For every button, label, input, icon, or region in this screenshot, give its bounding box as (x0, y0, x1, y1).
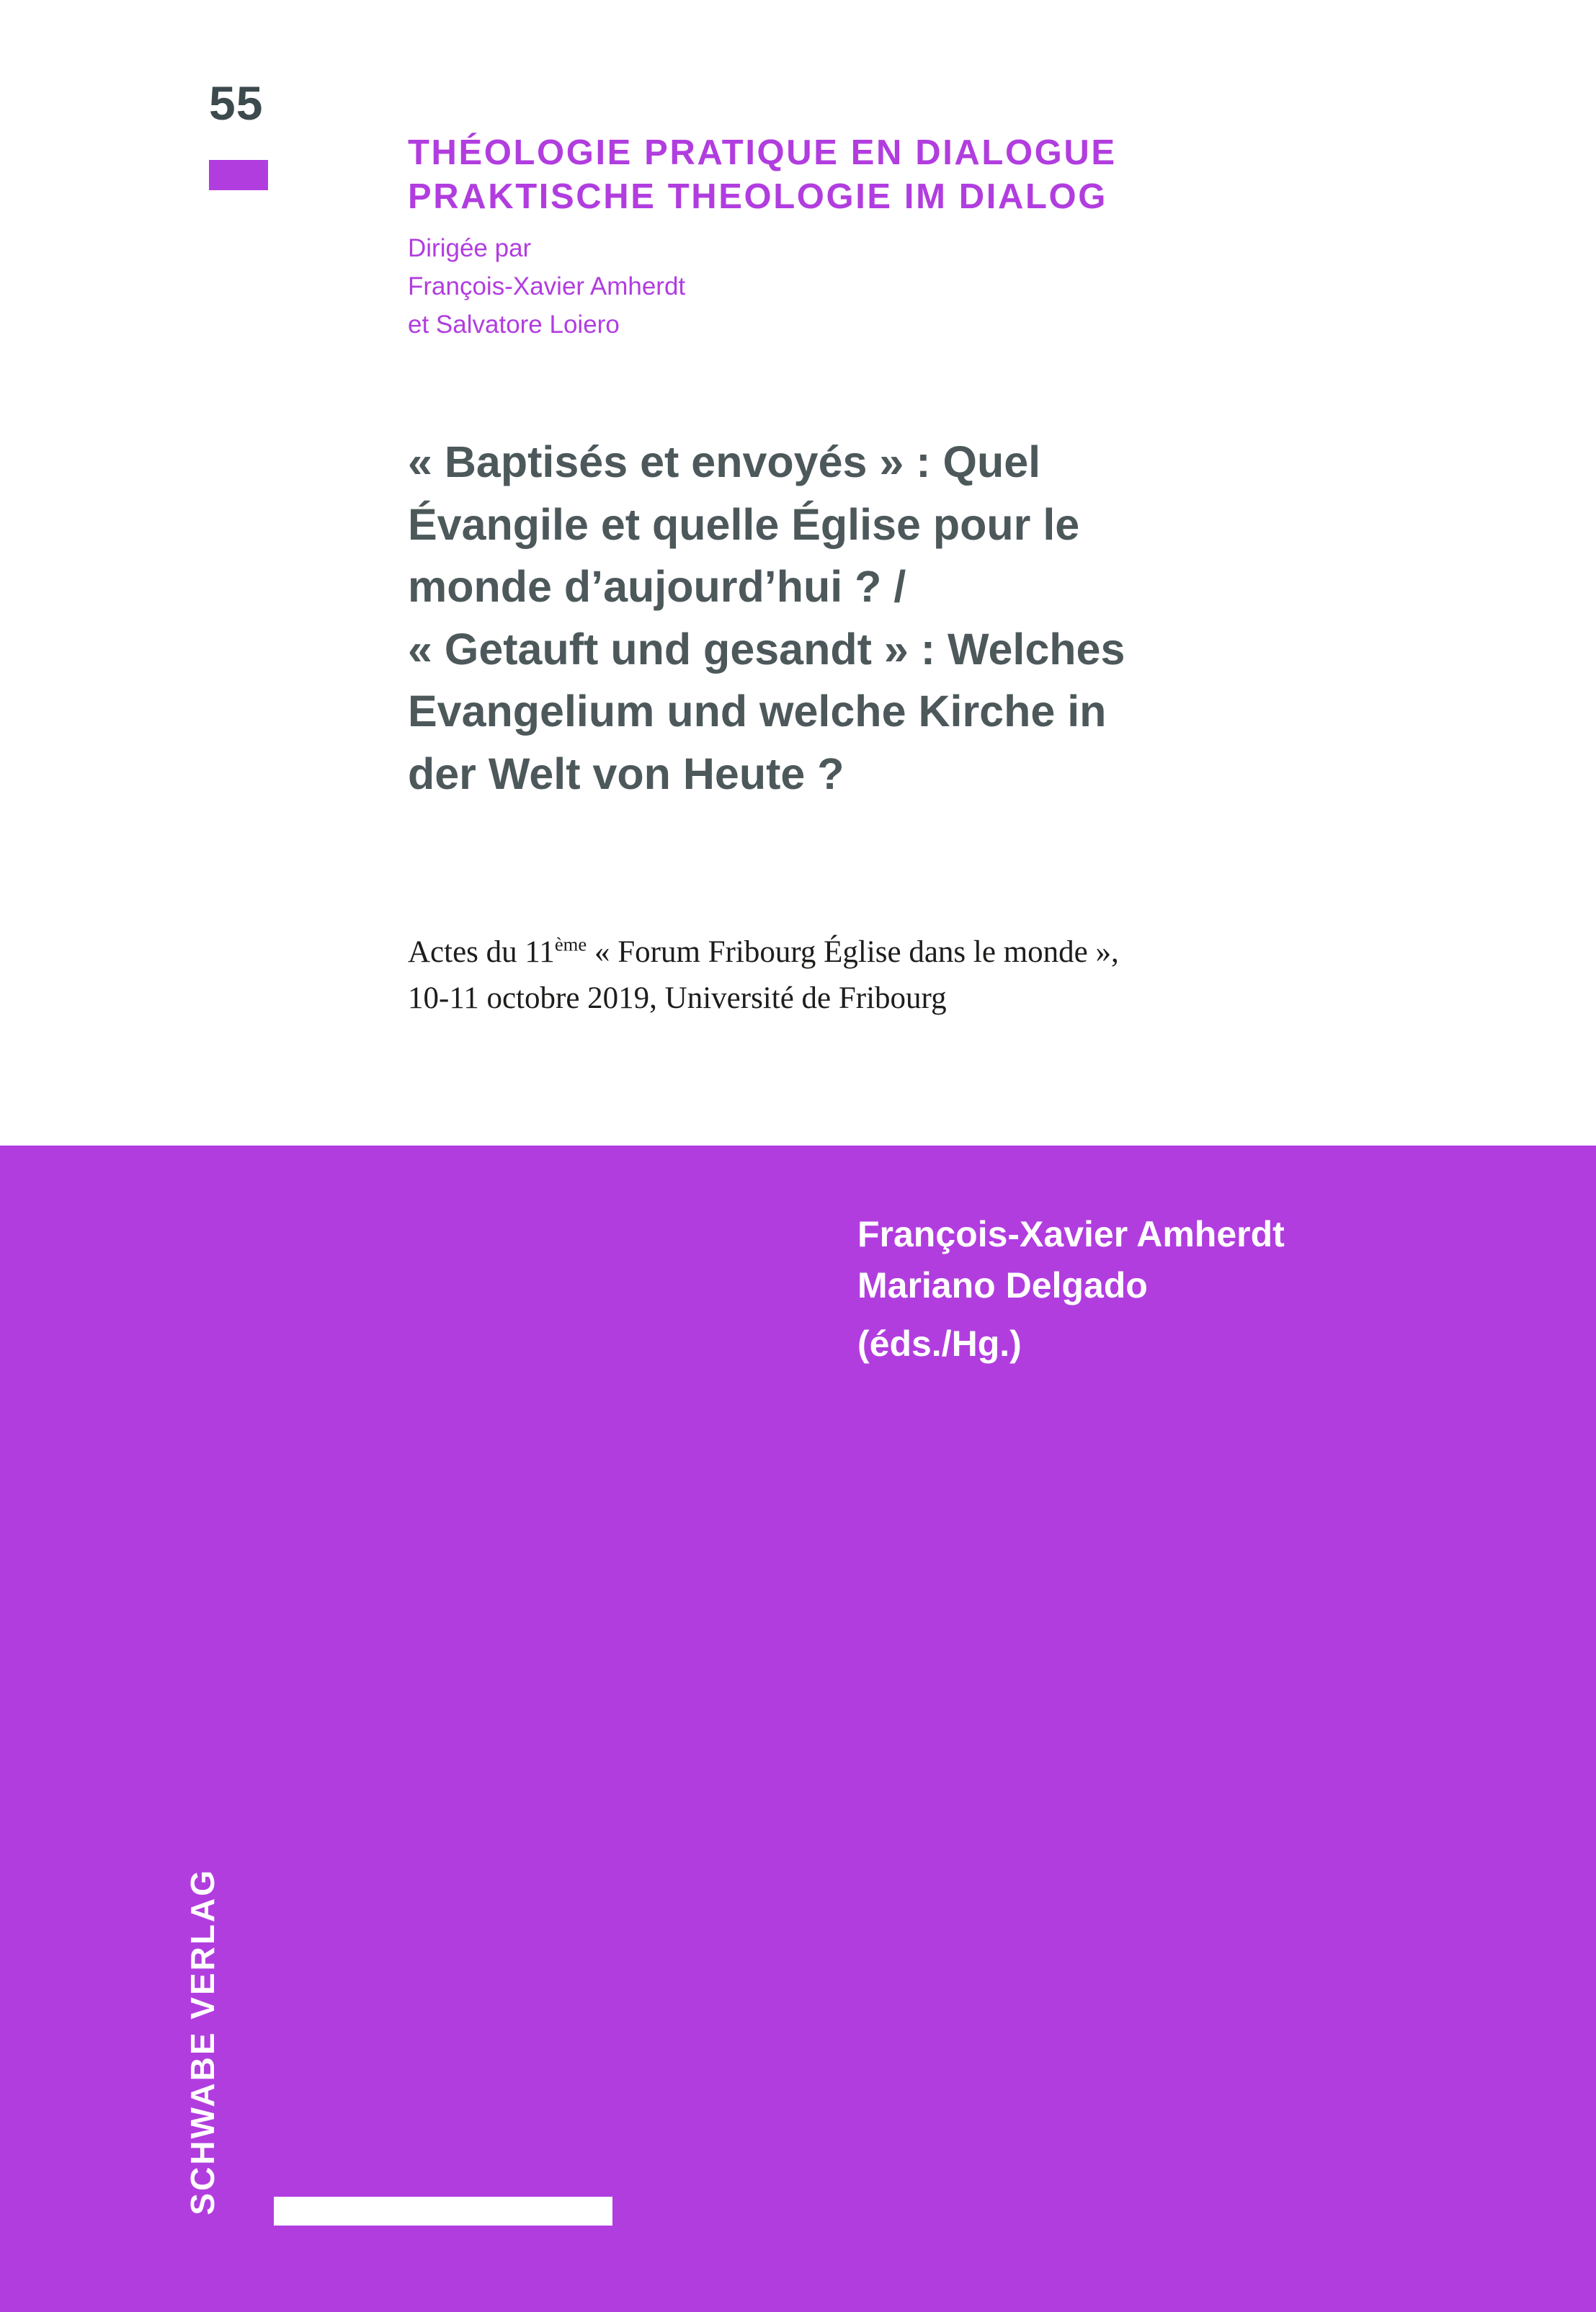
series-editor-1: François-Xavier Amherdt (408, 272, 686, 301)
subtitle-prefix: Actes du 11 (408, 935, 555, 969)
cover-top-section (0, 0, 1596, 1146)
subtitle-suffix: « Forum Fribourg Église dans le monde », (587, 935, 1119, 969)
series-editor-2: et Salvatore Loiero (408, 311, 620, 339)
series-title-fr: THÉOLOGIE PRATIQUE EN DIALOGUE (408, 133, 1117, 172)
book-editor-1: François-Xavier Amherdt (857, 1214, 1285, 1254)
book-title-line-3: monde d’aujourd’hui ? / (408, 562, 906, 612)
book-title-line-6: der Welt von Heute ? (408, 749, 844, 799)
book-editor-2: Mariano Delgado (857, 1265, 1148, 1305)
publisher-name: SCHWABE VERLAG (184, 1868, 221, 2215)
book-subtitle-line-2: 10-11 octobre 2019, Université de Fribourg (408, 981, 947, 1015)
book-title-line-5: Evangelium und welche Kirche in (408, 687, 1107, 736)
book-title-line-1: « Baptisés et envoyés » : Quel (408, 437, 1041, 486)
publisher-logo-bar (274, 2197, 612, 2226)
book-title (408, 431, 1503, 805)
accent-swatch (209, 160, 268, 190)
book-title-line-2: Évangile et quelle Église pour le (408, 499, 1080, 549)
cover-bottom-section (0, 1146, 1596, 2312)
series-title-de: PRAKTISCHE THEOLOGIE IM DIALOG (408, 177, 1107, 217)
series-editors (408, 229, 685, 344)
book-subtitle (408, 929, 1474, 1021)
book-subtitle-line-1 (408, 929, 1474, 976)
series-editors-label: Dirigée par (408, 234, 532, 262)
subtitle-ordinal-suffix: ème (554, 933, 587, 955)
book-title-line-4: « Getauft und gesandt » : Welches (408, 624, 1125, 674)
book-editors (857, 1209, 1285, 1370)
series-volume-number: 55 (209, 76, 264, 130)
book-editors-role: (éds./Hg.) (857, 1324, 1022, 1364)
